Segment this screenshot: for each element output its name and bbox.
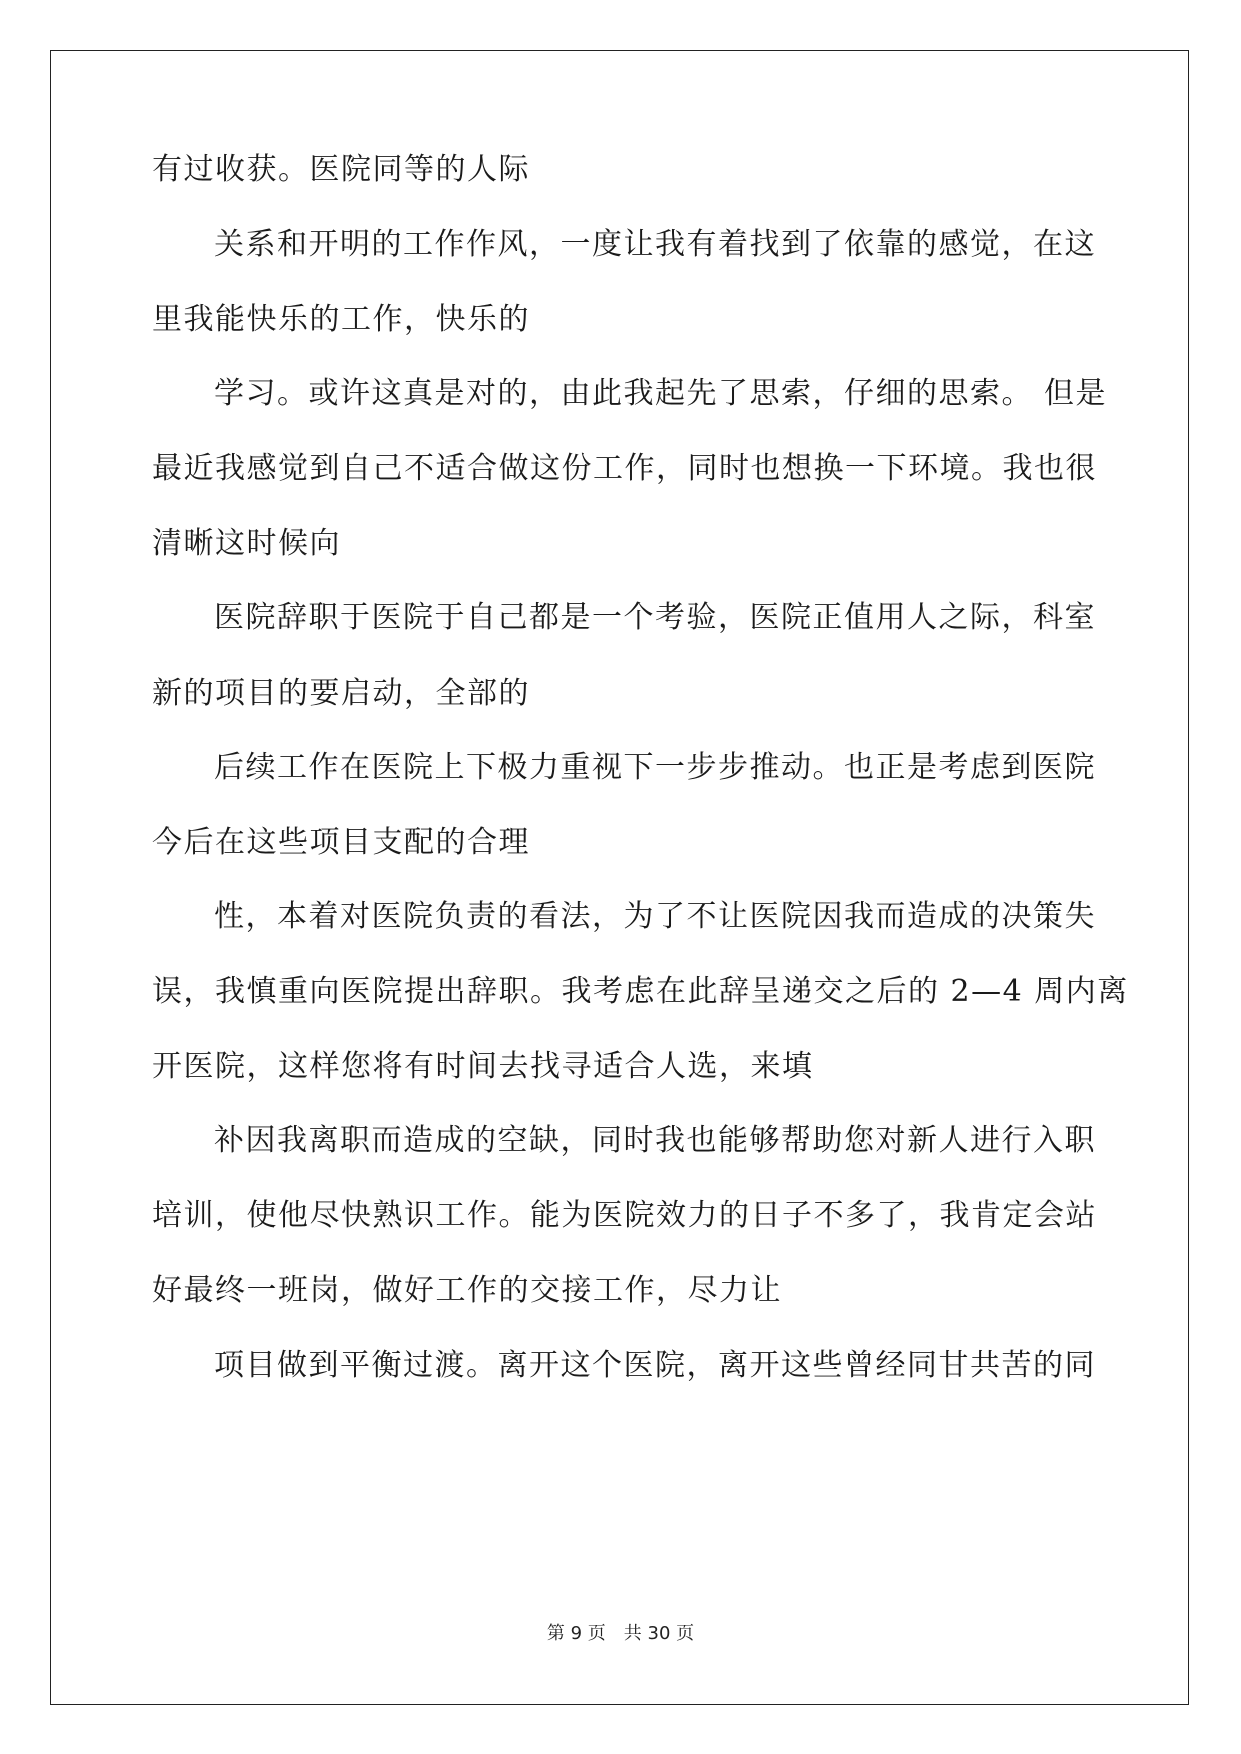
text-line: 培训，使他尽快熟识工作。能为医院效力的日子不多了，我肯定会站 — [152, 1198, 1097, 1233]
text-line: 后续工作在医院上下极力重视下一步步推动。也正是考虑到医院 — [214, 750, 1096, 785]
text-line: 清晰这时候向 — [152, 526, 341, 561]
text-line: 关系和开明的工作作风，一度让我有着找到了依靠的感觉，在这 — [214, 227, 1096, 262]
page-total: 共 30 页 — [623, 1623, 695, 1644]
text-line: 开医院，这样您将有时间去找寻适合人选，来填 — [152, 1049, 814, 1084]
text-line: 里我能快乐的工作，快乐的 — [152, 302, 530, 337]
text-line: 学习。或许这真是对的，由此我起先了思索，仔细的思索。 但是 — [214, 376, 1108, 411]
text-line: 误，我慎重向医院提出辞职。我考虑在此辞呈递交之后的 2—4 周内离 — [152, 974, 1129, 1009]
text-line: 今后在这些项目支配的合理 — [152, 825, 530, 860]
text-line: 有过收获。医院同等的人际 — [152, 152, 530, 187]
text-line: 性，本着对医院负责的看法，为了不让医院因我而造成的决策失 — [214, 899, 1096, 934]
text-line: 最近我感觉到自己不适合做这份工作，同时也想换一下环境。我也很 — [152, 451, 1097, 486]
text-line: 补因我离职而造成的空缺，同时我也能够帮助您对新人进行入职 — [214, 1123, 1096, 1158]
text-line: 项目做到平衡过渡。离开这个医院，离开这些曾经同甘共苦的同 — [214, 1348, 1096, 1383]
page-footer — [0, 1622, 1241, 1646]
text-line: 医院辞职于医院于自己都是一个考验，医院正值用人之际，科室 — [214, 600, 1096, 635]
text-line: 好最终一班岗，做好工作的交接工作，尽力让 — [152, 1273, 782, 1308]
text-line: 新的项目的要启动，全部的 — [152, 676, 530, 711]
page-border — [50, 50, 1189, 1705]
page-number: 第 9 页 — [546, 1623, 606, 1644]
